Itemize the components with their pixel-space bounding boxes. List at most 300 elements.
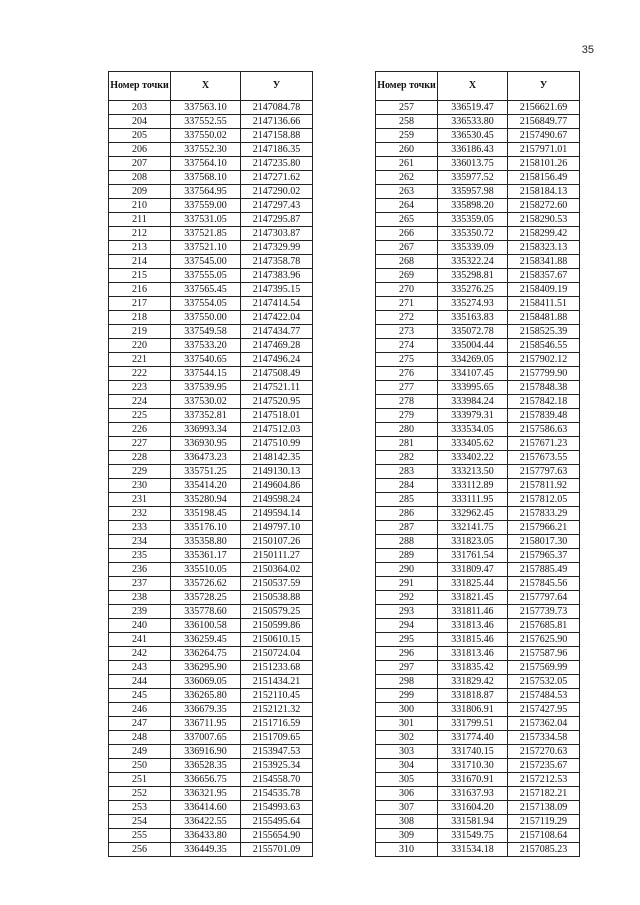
table-row bbox=[376, 381, 580, 395]
table-row bbox=[109, 213, 313, 227]
x-cell: 331761.54 bbox=[438, 549, 508, 563]
point-number-cell: 310 bbox=[376, 843, 438, 857]
point-number-cell: 230 bbox=[109, 479, 171, 493]
x-cell: 337533.20 bbox=[171, 339, 241, 353]
x-cell: 336295.90 bbox=[171, 661, 241, 675]
table-row bbox=[376, 549, 580, 563]
header-x: X bbox=[438, 72, 508, 101]
x-cell: 337564.95 bbox=[171, 185, 241, 199]
x-cell: 331670.91 bbox=[438, 773, 508, 787]
point-number-cell: 275 bbox=[376, 353, 438, 367]
point-number-cell: 299 bbox=[376, 689, 438, 703]
table-row bbox=[376, 395, 580, 409]
x-cell: 331815.46 bbox=[438, 633, 508, 647]
point-number-cell: 245 bbox=[109, 689, 171, 703]
x-cell: 337564.10 bbox=[171, 157, 241, 171]
y-cell: 2148142.35 bbox=[241, 451, 313, 465]
y-cell: 2149604.86 bbox=[241, 479, 313, 493]
y-cell: 2147295.87 bbox=[241, 213, 313, 227]
point-number-cell: 303 bbox=[376, 745, 438, 759]
y-cell: 2150538.88 bbox=[241, 591, 313, 605]
y-cell: 2158411.51 bbox=[508, 297, 580, 311]
point-number-cell: 283 bbox=[376, 465, 438, 479]
y-cell: 2157885.49 bbox=[508, 563, 580, 577]
table-row bbox=[109, 115, 313, 129]
y-cell: 2147358.78 bbox=[241, 255, 313, 269]
table-row bbox=[376, 815, 580, 829]
table-row bbox=[376, 843, 580, 857]
table-row bbox=[109, 619, 313, 633]
point-number-cell: 281 bbox=[376, 437, 438, 451]
y-cell: 2157212.53 bbox=[508, 773, 580, 787]
y-cell: 2157119.29 bbox=[508, 815, 580, 829]
table-row bbox=[109, 269, 313, 283]
x-cell: 335778.60 bbox=[171, 605, 241, 619]
y-cell: 2158341.88 bbox=[508, 255, 580, 269]
x-cell: 335298.81 bbox=[438, 269, 508, 283]
y-cell: 2147136.66 bbox=[241, 115, 313, 129]
x-cell: 337554.05 bbox=[171, 297, 241, 311]
x-cell: 331534.18 bbox=[438, 843, 508, 857]
x-cell: 336321.95 bbox=[171, 787, 241, 801]
point-number-cell: 256 bbox=[109, 843, 171, 857]
table-row bbox=[109, 605, 313, 619]
table-row bbox=[376, 787, 580, 801]
point-number-cell: 209 bbox=[109, 185, 171, 199]
table-row bbox=[109, 409, 313, 423]
table-row bbox=[376, 339, 580, 353]
x-cell: 331604.20 bbox=[438, 801, 508, 815]
table-row bbox=[376, 633, 580, 647]
y-cell: 2157362.04 bbox=[508, 717, 580, 731]
point-number-cell: 238 bbox=[109, 591, 171, 605]
y-cell: 2150579.25 bbox=[241, 605, 313, 619]
point-number-cell: 205 bbox=[109, 129, 171, 143]
point-number-cell: 278 bbox=[376, 395, 438, 409]
point-number-cell: 240 bbox=[109, 619, 171, 633]
table-row bbox=[376, 661, 580, 675]
table-row bbox=[376, 283, 580, 297]
point-number-cell: 239 bbox=[109, 605, 171, 619]
y-cell: 2150364.02 bbox=[241, 563, 313, 577]
table-row bbox=[109, 815, 313, 829]
table-row bbox=[109, 339, 313, 353]
point-number-cell: 225 bbox=[109, 409, 171, 423]
point-number-cell: 242 bbox=[109, 647, 171, 661]
table-row bbox=[109, 171, 313, 185]
y-cell: 2157673.55 bbox=[508, 451, 580, 465]
y-cell: 2157842.18 bbox=[508, 395, 580, 409]
y-cell: 2157671.23 bbox=[508, 437, 580, 451]
y-cell: 2157811.92 bbox=[508, 479, 580, 493]
y-cell: 2147383.96 bbox=[241, 269, 313, 283]
table-row bbox=[376, 171, 580, 185]
x-cell: 336679.35 bbox=[171, 703, 241, 717]
point-number-cell: 229 bbox=[109, 465, 171, 479]
table-row bbox=[376, 591, 580, 605]
x-cell: 334107.45 bbox=[438, 367, 508, 381]
x-cell: 333995.65 bbox=[438, 381, 508, 395]
table-row bbox=[376, 423, 580, 437]
table-row bbox=[376, 619, 580, 633]
y-cell: 2152110.45 bbox=[241, 689, 313, 703]
table-row bbox=[376, 675, 580, 689]
table-row bbox=[376, 773, 580, 787]
table-row bbox=[109, 185, 313, 199]
y-cell: 2147395.15 bbox=[241, 283, 313, 297]
y-cell: 2147469.28 bbox=[241, 339, 313, 353]
x-cell: 332962.45 bbox=[438, 507, 508, 521]
table-row bbox=[109, 101, 313, 115]
point-number-cell: 304 bbox=[376, 759, 438, 773]
point-number-cell: 215 bbox=[109, 269, 171, 283]
table-row bbox=[109, 367, 313, 381]
point-number-cell: 214 bbox=[109, 255, 171, 269]
x-cell: 334269.05 bbox=[438, 353, 508, 367]
point-number-cell: 237 bbox=[109, 577, 171, 591]
table-row bbox=[376, 465, 580, 479]
x-cell: 336433.80 bbox=[171, 829, 241, 843]
x-cell: 337563.10 bbox=[171, 101, 241, 115]
x-cell: 337549.58 bbox=[171, 325, 241, 339]
x-cell: 335176.10 bbox=[171, 521, 241, 535]
x-cell: 337007.65 bbox=[171, 731, 241, 745]
y-cell: 2154535.78 bbox=[241, 787, 313, 801]
table-row bbox=[109, 759, 313, 773]
point-number-cell: 266 bbox=[376, 227, 438, 241]
y-cell: 2157182.21 bbox=[508, 787, 580, 801]
point-number-cell: 286 bbox=[376, 507, 438, 521]
x-cell: 333213.50 bbox=[438, 465, 508, 479]
x-cell: 335361.17 bbox=[171, 549, 241, 563]
point-number-cell: 226 bbox=[109, 423, 171, 437]
table-row bbox=[109, 507, 313, 521]
x-cell: 331806.91 bbox=[438, 703, 508, 717]
point-number-cell: 296 bbox=[376, 647, 438, 661]
y-cell: 2157490.67 bbox=[508, 129, 580, 143]
y-cell: 2147496.24 bbox=[241, 353, 313, 367]
y-cell: 2157739.73 bbox=[508, 605, 580, 619]
x-cell: 337521.85 bbox=[171, 227, 241, 241]
point-number-cell: 270 bbox=[376, 283, 438, 297]
point-number-cell: 221 bbox=[109, 353, 171, 367]
point-number-cell: 288 bbox=[376, 535, 438, 549]
x-cell: 333534.05 bbox=[438, 423, 508, 437]
table-row bbox=[109, 703, 313, 717]
y-cell: 2157799.90 bbox=[508, 367, 580, 381]
x-cell: 331811.46 bbox=[438, 605, 508, 619]
x-cell: 335359.05 bbox=[438, 213, 508, 227]
header-y: У bbox=[508, 72, 580, 101]
x-cell: 331549.75 bbox=[438, 829, 508, 843]
x-cell: 336259.45 bbox=[171, 633, 241, 647]
x-cell: 335726.62 bbox=[171, 577, 241, 591]
point-number-cell: 298 bbox=[376, 675, 438, 689]
table-row bbox=[376, 731, 580, 745]
y-cell: 2156849.77 bbox=[508, 115, 580, 129]
point-number-cell: 227 bbox=[109, 437, 171, 451]
x-cell: 336422.55 bbox=[171, 815, 241, 829]
x-cell: 335163.83 bbox=[438, 311, 508, 325]
x-cell: 331740.15 bbox=[438, 745, 508, 759]
x-cell: 337552.55 bbox=[171, 115, 241, 129]
y-cell: 2147084.78 bbox=[241, 101, 313, 115]
table-row bbox=[109, 829, 313, 843]
table-row bbox=[376, 297, 580, 311]
y-cell: 2150610.15 bbox=[241, 633, 313, 647]
x-cell: 335322.24 bbox=[438, 255, 508, 269]
table-row bbox=[109, 633, 313, 647]
y-cell: 2158357.67 bbox=[508, 269, 580, 283]
x-cell: 335510.05 bbox=[171, 563, 241, 577]
point-number-cell: 309 bbox=[376, 829, 438, 843]
y-cell: 2147512.03 bbox=[241, 423, 313, 437]
point-number-cell: 301 bbox=[376, 717, 438, 731]
x-cell: 337559.00 bbox=[171, 199, 241, 213]
table-row bbox=[376, 521, 580, 535]
table-row bbox=[109, 689, 313, 703]
table-row bbox=[376, 703, 580, 717]
table-row bbox=[376, 409, 580, 423]
x-cell: 331710.30 bbox=[438, 759, 508, 773]
table-row bbox=[376, 115, 580, 129]
table-row bbox=[109, 493, 313, 507]
x-cell: 331829.42 bbox=[438, 675, 508, 689]
table-row bbox=[376, 157, 580, 171]
point-number-cell: 203 bbox=[109, 101, 171, 115]
x-cell: 337544.15 bbox=[171, 367, 241, 381]
x-cell: 336473.23 bbox=[171, 451, 241, 465]
table-row bbox=[376, 507, 580, 521]
point-number-cell: 306 bbox=[376, 787, 438, 801]
y-cell: 2157085.23 bbox=[508, 843, 580, 857]
point-number-cell: 277 bbox=[376, 381, 438, 395]
point-number-cell: 292 bbox=[376, 591, 438, 605]
x-cell: 335350.72 bbox=[438, 227, 508, 241]
y-cell: 2158323.13 bbox=[508, 241, 580, 255]
table-row bbox=[376, 717, 580, 731]
y-cell: 2147186.35 bbox=[241, 143, 313, 157]
point-number-cell: 265 bbox=[376, 213, 438, 227]
point-number-cell: 279 bbox=[376, 409, 438, 423]
point-number-cell: 291 bbox=[376, 577, 438, 591]
y-cell: 2153925.34 bbox=[241, 759, 313, 773]
point-number-cell: 271 bbox=[376, 297, 438, 311]
y-cell: 2157812.05 bbox=[508, 493, 580, 507]
table-row bbox=[109, 479, 313, 493]
x-cell: 331799.51 bbox=[438, 717, 508, 731]
point-number-cell: 228 bbox=[109, 451, 171, 465]
point-number-cell: 294 bbox=[376, 619, 438, 633]
x-cell: 335728.25 bbox=[171, 591, 241, 605]
point-number-cell: 204 bbox=[109, 115, 171, 129]
y-cell: 2157270.63 bbox=[508, 745, 580, 759]
x-cell: 335072.78 bbox=[438, 325, 508, 339]
point-number-cell: 207 bbox=[109, 157, 171, 171]
table-row bbox=[109, 745, 313, 759]
y-cell: 2147434.77 bbox=[241, 325, 313, 339]
y-cell: 2158101.26 bbox=[508, 157, 580, 171]
table-row bbox=[376, 745, 580, 759]
table-row bbox=[376, 563, 580, 577]
table-row bbox=[376, 353, 580, 367]
x-cell: 336186.43 bbox=[438, 143, 508, 157]
x-cell: 331821.45 bbox=[438, 591, 508, 605]
point-number-cell: 259 bbox=[376, 129, 438, 143]
y-cell: 2157902.12 bbox=[508, 353, 580, 367]
point-number-cell: 232 bbox=[109, 507, 171, 521]
table-row bbox=[109, 227, 313, 241]
x-cell: 337550.02 bbox=[171, 129, 241, 143]
point-number-cell: 274 bbox=[376, 339, 438, 353]
table-row bbox=[109, 423, 313, 437]
x-cell: 335339.09 bbox=[438, 241, 508, 255]
x-cell: 336100.58 bbox=[171, 619, 241, 633]
x-cell: 336528.35 bbox=[171, 759, 241, 773]
y-cell: 2157833.29 bbox=[508, 507, 580, 521]
table-row bbox=[376, 577, 580, 591]
y-cell: 2151434.21 bbox=[241, 675, 313, 689]
y-cell: 2157845.56 bbox=[508, 577, 580, 591]
y-cell: 2155654.90 bbox=[241, 829, 313, 843]
y-cell: 2147422.04 bbox=[241, 311, 313, 325]
x-cell: 337545.00 bbox=[171, 255, 241, 269]
point-number-cell: 302 bbox=[376, 731, 438, 745]
table-row bbox=[109, 129, 313, 143]
y-cell: 2157797.63 bbox=[508, 465, 580, 479]
y-cell: 2147510.99 bbox=[241, 437, 313, 451]
point-number-cell: 257 bbox=[376, 101, 438, 115]
table-row bbox=[109, 465, 313, 479]
table-row bbox=[376, 255, 580, 269]
point-number-cell: 220 bbox=[109, 339, 171, 353]
y-cell: 2157569.99 bbox=[508, 661, 580, 675]
table-row bbox=[109, 787, 313, 801]
point-number-cell: 236 bbox=[109, 563, 171, 577]
point-number-cell: 218 bbox=[109, 311, 171, 325]
y-cell: 2147521.11 bbox=[241, 381, 313, 395]
table-row bbox=[376, 101, 580, 115]
x-cell: 335004.44 bbox=[438, 339, 508, 353]
x-cell: 337530.02 bbox=[171, 395, 241, 409]
x-cell: 335957.98 bbox=[438, 185, 508, 199]
table-row bbox=[376, 689, 580, 703]
header-point-number: Номер точки bbox=[376, 72, 438, 101]
y-cell: 2157587.96 bbox=[508, 647, 580, 661]
y-cell: 2155701.09 bbox=[241, 843, 313, 857]
table-row bbox=[109, 255, 313, 269]
table-row bbox=[376, 493, 580, 507]
y-cell: 2158290.53 bbox=[508, 213, 580, 227]
point-number-cell: 219 bbox=[109, 325, 171, 339]
point-number-cell: 248 bbox=[109, 731, 171, 745]
y-cell: 2151716.59 bbox=[241, 717, 313, 731]
point-number-cell: 282 bbox=[376, 451, 438, 465]
point-number-cell: 234 bbox=[109, 535, 171, 549]
table-row bbox=[109, 143, 313, 157]
y-cell: 2147508.49 bbox=[241, 367, 313, 381]
point-number-cell: 206 bbox=[109, 143, 171, 157]
x-cell: 335898.20 bbox=[438, 199, 508, 213]
x-cell: 336916.90 bbox=[171, 745, 241, 759]
table-row bbox=[376, 185, 580, 199]
point-number-cell: 273 bbox=[376, 325, 438, 339]
y-cell: 2147235.80 bbox=[241, 157, 313, 171]
x-cell: 331813.46 bbox=[438, 619, 508, 633]
table-row bbox=[109, 731, 313, 745]
point-number-cell: 307 bbox=[376, 801, 438, 815]
y-cell: 2150107.26 bbox=[241, 535, 313, 549]
x-cell: 333402.22 bbox=[438, 451, 508, 465]
x-cell: 336656.75 bbox=[171, 773, 241, 787]
point-number-cell: 261 bbox=[376, 157, 438, 171]
table-row bbox=[109, 521, 313, 535]
x-cell: 335414.20 bbox=[171, 479, 241, 493]
table-row bbox=[376, 535, 580, 549]
table-row bbox=[376, 269, 580, 283]
point-number-cell: 276 bbox=[376, 367, 438, 381]
y-cell: 2157138.09 bbox=[508, 801, 580, 815]
x-cell: 337540.65 bbox=[171, 353, 241, 367]
x-cell: 336414.60 bbox=[171, 801, 241, 815]
y-cell: 2147297.43 bbox=[241, 199, 313, 213]
y-cell: 2149598.24 bbox=[241, 493, 313, 507]
table-row bbox=[109, 297, 313, 311]
point-number-cell: 260 bbox=[376, 143, 438, 157]
x-cell: 337552.30 bbox=[171, 143, 241, 157]
table-row bbox=[376, 437, 580, 451]
point-number-cell: 246 bbox=[109, 703, 171, 717]
y-cell: 2157971.01 bbox=[508, 143, 580, 157]
x-cell: 331823.05 bbox=[438, 535, 508, 549]
point-number-cell: 208 bbox=[109, 171, 171, 185]
point-number-cell: 253 bbox=[109, 801, 171, 815]
x-cell: 336533.80 bbox=[438, 115, 508, 129]
point-number-cell: 247 bbox=[109, 717, 171, 731]
point-number-cell: 212 bbox=[109, 227, 171, 241]
table-row bbox=[109, 199, 313, 213]
point-number-cell: 285 bbox=[376, 493, 438, 507]
header-x: X bbox=[171, 72, 241, 101]
y-cell: 2157839.48 bbox=[508, 409, 580, 423]
table-row bbox=[109, 773, 313, 787]
point-number-cell: 287 bbox=[376, 521, 438, 535]
y-cell: 2155495.64 bbox=[241, 815, 313, 829]
point-number-cell: 252 bbox=[109, 787, 171, 801]
table-header-row bbox=[376, 72, 580, 101]
point-number-cell: 222 bbox=[109, 367, 171, 381]
y-cell: 2158156.49 bbox=[508, 171, 580, 185]
y-cell: 2157797.64 bbox=[508, 591, 580, 605]
y-cell: 2150111.27 bbox=[241, 549, 313, 563]
x-cell: 335280.94 bbox=[171, 493, 241, 507]
y-cell: 2150724.04 bbox=[241, 647, 313, 661]
table-row bbox=[376, 143, 580, 157]
y-cell: 2158409.19 bbox=[508, 283, 580, 297]
x-cell: 337568.10 bbox=[171, 171, 241, 185]
x-cell: 336264.75 bbox=[171, 647, 241, 661]
table-row bbox=[376, 801, 580, 815]
y-cell: 2157848.38 bbox=[508, 381, 580, 395]
x-cell: 337555.05 bbox=[171, 269, 241, 283]
x-cell: 337565.45 bbox=[171, 283, 241, 297]
point-number-cell: 223 bbox=[109, 381, 171, 395]
point-number-cell: 308 bbox=[376, 815, 438, 829]
table-row bbox=[109, 577, 313, 591]
page-number: 35 bbox=[581, 44, 594, 56]
table-row bbox=[376, 325, 580, 339]
point-number-cell: 289 bbox=[376, 549, 438, 563]
